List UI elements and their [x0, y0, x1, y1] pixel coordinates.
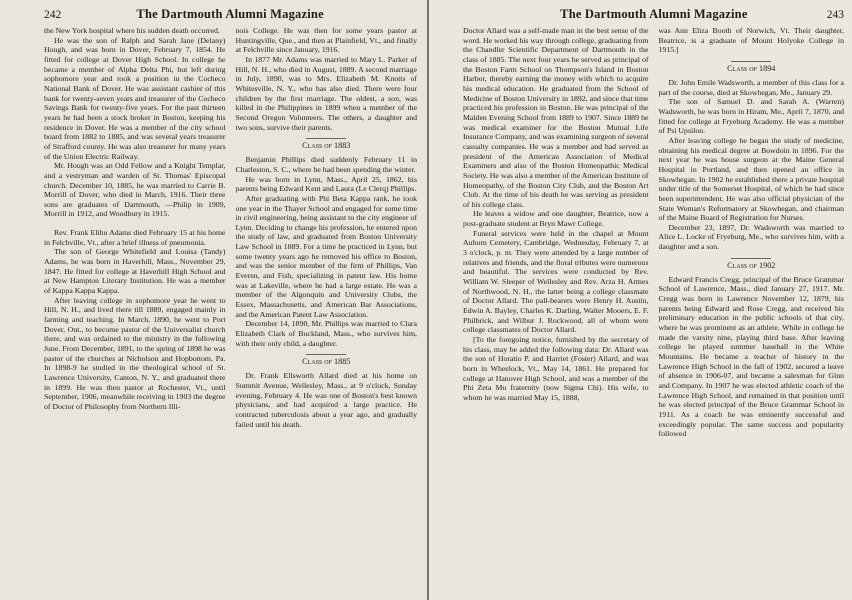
paragraph: Dr. John Emile Wadsworth, a member of this class for a part of the course, died at Skowhegan, Me., January 29.	[658, 77, 844, 97]
paragraph: Rev. Frank Elihu Adams died February 15 at his home in Felchville, Vt., after a brief illness of pneumonia.	[44, 228, 226, 247]
left-page-header	[44, 6, 417, 22]
paragraph: Edward Francis Cregg, principal of the Bruce Grammar School of Lawrence, Mass., died January 27, 1917. Mr. Cregg was born in Lawrence November 12, 1879, his parents being Edward and Rose Cregg, and received his preliminary education in the public schools of that city, where he was prominent as an athlete. While in college he made the varsity nine, playing third base. After leaving college he played summer baseball in the White Mountains. He became a teacher of history in the Lawrence High School in the fall of 1902, secured a leave of absence in 1906-07, and became a salesman for Ginn and Company. In 1907 he was elected athletic coach of the Lawrence High School, and remained in that position until he was elected principal of the Bruce Grammar School in 1911. As a coach he was eminently successful and exceedingly popular. The same success and popularity followed	[658, 274, 844, 439]
paragraph: December 14, 1890, Mr. Phillips was married to Clara Elizabeth Clark of Buckland, Mass., who survives him, with their only child, a daughter.	[235, 319, 417, 348]
page-number: 243	[826, 9, 844, 21]
paragraph: After leaving college he began the study of medicine, obtaining his medical degree at Bowdoin in 1896. For the next year he was house surgeon at the Maine General Hospital in Portland, and then opened an office in Skowhegan. In 1902 he established there a private hospital under title of the Somerset Hospital, of which he had since been superintendent. He was also official physician of the State Woman's Reformatory at Skowhegan, and chairman of the Maine Board of Registration for Nurses.	[658, 135, 844, 223]
paragraph: was Ann Eliza Booth of Norwich, Vt. Their daughter, Beatrice, is a graduate of Mount Holyoke College in 1915.]	[658, 26, 844, 55]
paragraph: [To the foregoing notice, furnished by the secretary of his class, may be added the following data: Dr. Allard was the son of Horatio P. and Harriet (Foster) Allard, and was born in Wheelock, Vt., May 14, 1861. He prepared for college at Hanover High School, and was a member of the Phi Zeta Mu fraternity (now Sigma Chi). His wife, to whom he was married May 15, 1888,	[463, 335, 649, 402]
paragraph: After leaving college in sophomore year he went to Hill, N. H., and lived there till 1889, engaged mainly in farming and teaching. In March, 1890, he went to Port Dover, Ont., to become pastor of the Universalist church there, and was ordained to the ministry in the following June. From December, 1891, to the spring of 1898 he was pastor of the churches at Nicholson and Hopbottom, Pa. In 1898-9 he studied in the theological school of St. Lawrence University, Canton, N. Y., and graduated there in 1899. He was then pastor at Rochester, Vt., until September, 1906, meanwhile receiving in 1903 the degree of Doctor of Philosophy from Northern Illi-	[44, 295, 226, 411]
class-heading: Class of 1902	[659, 258, 845, 271]
paragraph: Funeral services were held in the chapel at Mount Auburn Cemetery, Cambridge, Wednesday, February 7, at 3 o'clock, p. m. They were attended by a large number of relatives and friends, and the floral tributes were numerous and beautiful. The services were conducted by Rev. William W. Sleeper of Wellesley and Rev. Arza H. Armes of Northwood, N. H., the latter being a college classmate of Doctor Allard. The pall-bearers were Henry H. Austin, Edwin A. Bayley, Charles K. Darling, Walter Mooers, E. F. Philbrick, and Wilbur J. Rockwood, all of whom were college classmates of Doctor Allard.	[463, 228, 649, 335]
paragraph: Doctor Allard was a self-made man in the best sense of the word. He worked his way through college, graduating from the Chandler Scientific Department of Dartmouth in the class of 1885. The next four years he served as principal of the Boston Farm School on Thompson's Island in Boston Harbor, thereby earning the money with which to acquire his medical education. He graduated from the School of Medicine of Boston University in 1892, and since that time practiced his profession in Boston. He was principal of the Malden Evening School from 1889 to 1907. Since 1889 he was medical examiner for the Boston Mutual Life Insurance Company, and was examining surgeon of several casualty companies. He was a member and had served as president of the American Association of Medical Examiners and also of the Boston Homeopathic Medical Society. He was also a member of the American Institute of Homeopathy, of the Boston City Club, and the Boston Art Club. At the time of his death he was serving as president of his college class.	[463, 26, 649, 209]
class-heading: Class of 1883	[236, 138, 418, 151]
paragraph: The son of George Whitefield and Louisa (Tandy) Adams, he was born in Haverhill, Mass., November 29, 1847. He fitted for college at Haverhill High School and at New Hampton Literary Institution. He was a member of Kappa Kappa Kappa.	[44, 247, 226, 296]
running-title: The Dartmouth Alumni Magazine	[560, 7, 748, 21]
right-page-header	[463, 6, 844, 22]
paragraph: The son of Samuel D. and Sarah A. (Warren) Wadsworth, he was born in Hiram, Me., April 7, 1870, and fitted for college at Fryeburg Academy. He was a member of Psi Upsilon.	[658, 97, 844, 136]
paragraph: Dr. Frank Ellsworth Allard died at his home on Summit Avenue, Wellesley, Mass., at 9 o'clock, Sunday evening, February 4. He was one of Boston's best known physicians, and had acquired a large practice. He contracted tuberculosis about a year ago, and gradually failed until his death.	[235, 371, 417, 429]
right-column-2	[659, 26, 845, 439]
paragraph: Mr. Hough was an Odd Fellow and a Knight Templar, and a vestryman and warden of St. Thomas' Episcopal church. December 10, 1885, he was married to Carrie B. Morrill of Dover, who died in March, 1916. Their three sons are graduates of Dartmouth, —Philip in 1909, Morrill in 1912, and Woodbury in 1915.	[44, 161, 226, 219]
paragraph: December 23, 1897, Dr. Wadsworth was married to Alice L. Locke of Fryeburg, Me., who survives him, with a daughter and a son.	[658, 222, 844, 252]
paragraph: After graduating with Phi Beta Kappa rank, he took one year in the Thayer School and engaged for some time in civil engineering, being assistant to the city engineer of Lynn. Deciding to change his profession, he entered upon the study of law, and graduated from Boston University Law School in 1889. For a time he practiced in Lynn, but some twenty years ago he removed his office to Boston, and was the senior member of the firm of Phillips, Van Everen, and Fish, specializing in patent law. His home was at Lakeville, where he had a large estate. He was a member of the Algonquin and University Clubs, the Essex, Massachusetts, and American Bar Associations, and the American Patent Law Association.	[235, 193, 417, 319]
running-title: The Dartmouth Alumni Magazine	[136, 7, 324, 21]
paragraph: In 1877 Mr. Adams was married to Mary L. Parker of Hill, N. H., who died in August, 1889. A second marriage in July, 1890, was to Mrs. Elizabeth M. Knotts of Whitesville, N. Y., who has also died. There were four children by the first marriage. The oldest, a son, was killed in the Philippines in 1899 when a member of the Second Oregon Volunteers. The others, a daughter and two sons, survive their parents.	[235, 54, 417, 132]
class-heading: Class of 1885	[236, 354, 418, 367]
right-page	[429, 0, 852, 600]
class-heading: Class of 1894	[659, 61, 845, 74]
paragraph: Benjamin Phillips died suddenly February 11 in Charleston, S. C., where he had been spending the winter.	[235, 155, 417, 174]
paragraph: He was the son of Ralph and Sarah Jane (Delany) Hough, and was born in Dover, February 7, 1854. He fitted for college at Dover High School. In college he became a member of Alpha Delta Phi, but left during sophomore year and took a position in the Cocheco National Bank of Dover. He was assistant cashier of this bank for twenty-seven years and treasurer of the Cocheco Savings Bank for twenty-five years. For the past thirteen years he had been a stock broker in Boston, keeping his residence in Dover. He was a member of the city school board from 1882 to 1885, and was several years treasurer of Strafford county. He was also treasurer for many years of the Union Electric Railway.	[44, 35, 226, 161]
page-number: 242	[44, 9, 62, 21]
left-column-1	[44, 26, 226, 429]
right-column-1	[463, 26, 649, 439]
paragraph: He leaves a widow and one daughter, Beatrice, now a post-graduate student at Bryn Mawr College.	[463, 209, 649, 229]
left-column-2	[236, 26, 418, 429]
paragraph: the New York hospital where his sudden death occurred.	[44, 26, 220, 35]
paragraph: nois College. He was then for some years pastor at Huntingville, Que., and then at Plainfield, Vt., and finally at Felchville since January, 1916.	[235, 26, 417, 55]
paragraph: He was born in Lynn, Mass., April 25, 1862, his parents being Edward Kent and Laura (Le Clerq) Phillips.	[235, 174, 417, 194]
